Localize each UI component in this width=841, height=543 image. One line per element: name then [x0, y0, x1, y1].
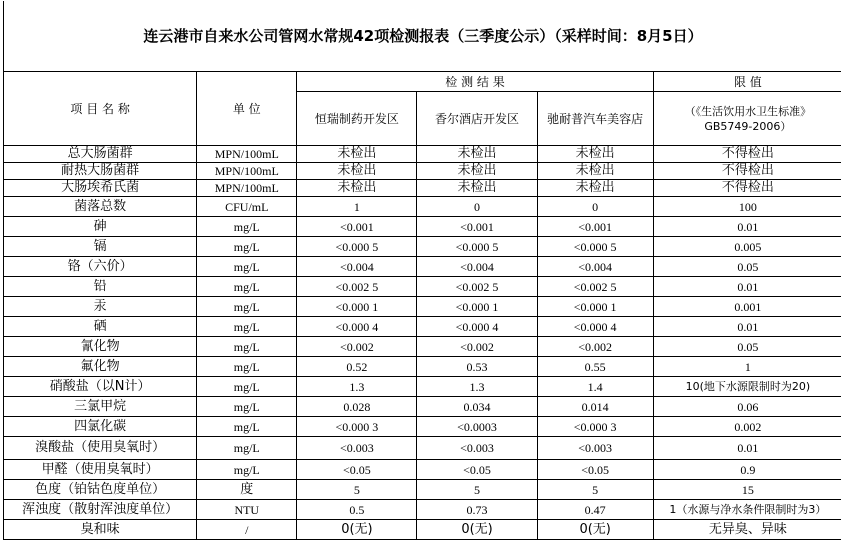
name-cell: 氰化物 [4, 337, 197, 357]
limit-value: 不得检出 [653, 163, 841, 180]
name-cell: 硝酸盐（以N计） [4, 377, 197, 397]
site-1-value: 0.52 [297, 357, 417, 377]
site-1-value: <0.05 [297, 460, 417, 480]
site-2-value: <0.002 5 [417, 277, 537, 297]
site-3-value: <0.001 [537, 217, 653, 237]
report-title: 连云港市自来水公司管网水常规42项检测报表（三季度公示）（采样时间：8月5日） [4, 1, 841, 72]
unit-cell: 度 [197, 480, 297, 500]
unit-cell: NTU [197, 500, 297, 520]
site-2-value: <0.05 [417, 460, 537, 480]
site-2-value: 0.53 [417, 357, 537, 377]
name-cell: 耐热大肠菌群 [4, 163, 197, 180]
table-row [4, 257, 841, 277]
limit-value: 0.001 [653, 297, 841, 317]
unit-cell: mg/L [197, 357, 297, 377]
name-cell: 色度（铂钴色度单位） [4, 480, 197, 500]
site-2-value: 1.3 [417, 377, 537, 397]
site-1-value: <0.002 [297, 337, 417, 357]
site-3-value: 0 [537, 197, 653, 217]
name-cell: 砷 [4, 217, 197, 237]
header-site-2: 香尔酒店开发区 [417, 92, 537, 146]
site-1-value: <0.004 [297, 257, 417, 277]
site-3-value: 0.014 [537, 397, 653, 417]
data-rows [4, 146, 841, 540]
limit-value: 1（水源与净水条件限制时为3） [653, 500, 841, 520]
header-row-1 [4, 72, 841, 92]
table-row [4, 277, 841, 297]
limit-value: 0.05 [653, 257, 841, 277]
site-1-value: <0.000 4 [297, 317, 417, 337]
site-2-value: <0.003 [417, 437, 537, 460]
site-3-value: 0.47 [537, 500, 653, 520]
unit-cell: mg/L [197, 337, 297, 357]
name-cell: 大肠埃希氏菌 [4, 180, 197, 197]
site-1-value: <0.003 [297, 437, 417, 460]
site-3-value: <0.000 1 [537, 297, 653, 317]
name-cell: 铅 [4, 277, 197, 297]
name-cell: 硒 [4, 317, 197, 337]
table-row [4, 197, 841, 217]
site-3-value: 未检出 [537, 163, 653, 180]
site-1-value: 1.3 [297, 377, 417, 397]
table-row [4, 217, 841, 237]
site-2-value: <0.002 [417, 337, 537, 357]
site-3-value: <0.000 5 [537, 237, 653, 257]
name-cell: 四氯化碳 [4, 417, 197, 437]
limit-value: 10(地下水源限制时为20) [653, 377, 841, 397]
table-row [4, 417, 841, 437]
limit-value: 1 [653, 357, 841, 377]
header-results: 检 测 结 果 [297, 72, 653, 92]
table-row [4, 337, 841, 357]
name-cell: 氟化物 [4, 357, 197, 377]
limit-value: 0.05 [653, 337, 841, 357]
site-1-value: 0.028 [297, 397, 417, 417]
site-2-value: 未检出 [417, 146, 537, 163]
unit-cell: CFU/mL [197, 197, 297, 217]
standard-code: GB5749-2006） [704, 119, 792, 133]
table-row [4, 163, 841, 180]
site-2-value: <0.004 [417, 257, 537, 277]
limit-value: 0.01 [653, 437, 841, 460]
limit-value: 0.01 [653, 277, 841, 297]
name-cell: 总大肠菌群 [4, 146, 197, 163]
header-site-3: 驰耐普汽车美容店 [537, 92, 653, 146]
site-2-value: 未检出 [417, 180, 537, 197]
site-3-value: 未检出 [537, 146, 653, 163]
limit-value: 0.01 [653, 217, 841, 237]
site-1-value: 未检出 [297, 146, 417, 163]
name-cell: 三氯甲烷 [4, 397, 197, 417]
header-standard [653, 92, 841, 146]
table-row [4, 180, 841, 197]
unit-cell: MPN/100mL [197, 163, 297, 180]
unit-cell: mg/L [197, 317, 297, 337]
title-row [4, 1, 841, 72]
name-cell: 溴酸盐（使用臭氧时） [4, 437, 197, 460]
unit-cell: mg/L [197, 417, 297, 437]
name-cell: 汞 [4, 297, 197, 317]
name-cell: 浑浊度（散射浑浊度单位） [4, 500, 197, 520]
site-3-value: <0.000 3 [537, 417, 653, 437]
site-1-value: <0.000 3 [297, 417, 417, 437]
header-item-name: 项 目 名 称 [4, 72, 197, 146]
table-row [4, 520, 841, 540]
table-row [4, 297, 841, 317]
site-2-value: 0(无) [417, 520, 537, 540]
name-cell: 臭和味 [4, 520, 197, 540]
site-3-value: <0.002 [537, 337, 653, 357]
limit-value: 0.06 [653, 397, 841, 417]
site-2-value: 0 [417, 197, 537, 217]
limit-value: 不得检出 [653, 180, 841, 197]
site-2-value: <0.0003 [417, 417, 537, 437]
site-3-value: <0.000 4 [537, 317, 653, 337]
unit-cell: mg/L [197, 377, 297, 397]
site-1-value: 未检出 [297, 163, 417, 180]
site-1-value: 0(无) [297, 520, 417, 540]
site-3-value: <0.004 [537, 257, 653, 277]
table-row [4, 460, 841, 480]
site-1-value: <0.000 5 [297, 237, 417, 257]
site-1-value: 0.5 [297, 500, 417, 520]
site-3-value: 未检出 [537, 180, 653, 197]
name-cell: 菌落总数 [4, 197, 197, 217]
site-1-value: <0.000 1 [297, 297, 417, 317]
unit-cell: mg/L [197, 397, 297, 417]
site-2-value: 0.034 [417, 397, 537, 417]
unit-cell: mg/L [197, 217, 297, 237]
unit-cell: mg/L [197, 277, 297, 297]
table-row [4, 397, 841, 417]
limit-value: 0.002 [653, 417, 841, 437]
unit-cell: / [197, 520, 297, 540]
header-site-1: 恒瑞制药开发区 [297, 92, 417, 146]
site-2-value: 5 [417, 480, 537, 500]
report-table [3, 1, 841, 540]
limit-value: 0.005 [653, 237, 841, 257]
site-2-value: 0.73 [417, 500, 537, 520]
table-row [4, 480, 841, 500]
site-1-value: <0.001 [297, 217, 417, 237]
table-row [4, 377, 841, 397]
site-1-value: <0.002 5 [297, 277, 417, 297]
site-3-value: 5 [537, 480, 653, 500]
site-1-value: 1 [297, 197, 417, 217]
limit-value: 不得检出 [653, 146, 841, 163]
name-cell: 镉 [4, 237, 197, 257]
header-limit: 限 值 [653, 72, 841, 92]
header-unit: 单 位 [197, 72, 297, 146]
table-row [4, 317, 841, 337]
site-1-value: 5 [297, 480, 417, 500]
table-row [4, 357, 841, 377]
unit-cell: mg/L [197, 237, 297, 257]
unit-cell: mg/L [197, 437, 297, 460]
unit-cell: mg/L [197, 257, 297, 277]
table-row [4, 146, 841, 163]
limit-value: 无异臭、异味 [653, 520, 841, 540]
site-3-value: <0.002 5 [537, 277, 653, 297]
site-3-value: 0.55 [537, 357, 653, 377]
site-2-value: <0.001 [417, 217, 537, 237]
site-2-value: 未检出 [417, 163, 537, 180]
site-2-value: <0.000 1 [417, 297, 537, 317]
site-3-value: 0(无) [537, 520, 653, 540]
site-2-value: <0.000 4 [417, 317, 537, 337]
site-2-value: <0.000 5 [417, 237, 537, 257]
unit-cell: MPN/100mL [197, 146, 297, 163]
table-row [4, 237, 841, 257]
site-1-value: 未检出 [297, 180, 417, 197]
table-row [4, 500, 841, 520]
limit-value: 0.01 [653, 317, 841, 337]
table-row [4, 437, 841, 460]
limit-value: 15 [653, 480, 841, 500]
name-cell: 铬（六价） [4, 257, 197, 277]
limit-value: 0.9 [653, 460, 841, 480]
unit-cell: MPN/100mL [197, 180, 297, 197]
unit-cell: mg/L [197, 297, 297, 317]
site-3-value: <0.003 [537, 437, 653, 460]
limit-value: 100 [653, 197, 841, 217]
site-3-value: 1.4 [537, 377, 653, 397]
site-3-value: <0.05 [537, 460, 653, 480]
name-cell: 甲醛（使用臭氧时） [4, 460, 197, 480]
unit-cell: mg/L [197, 460, 297, 480]
standard-name: （《生活饮用水卫生标准》 [684, 104, 812, 118]
